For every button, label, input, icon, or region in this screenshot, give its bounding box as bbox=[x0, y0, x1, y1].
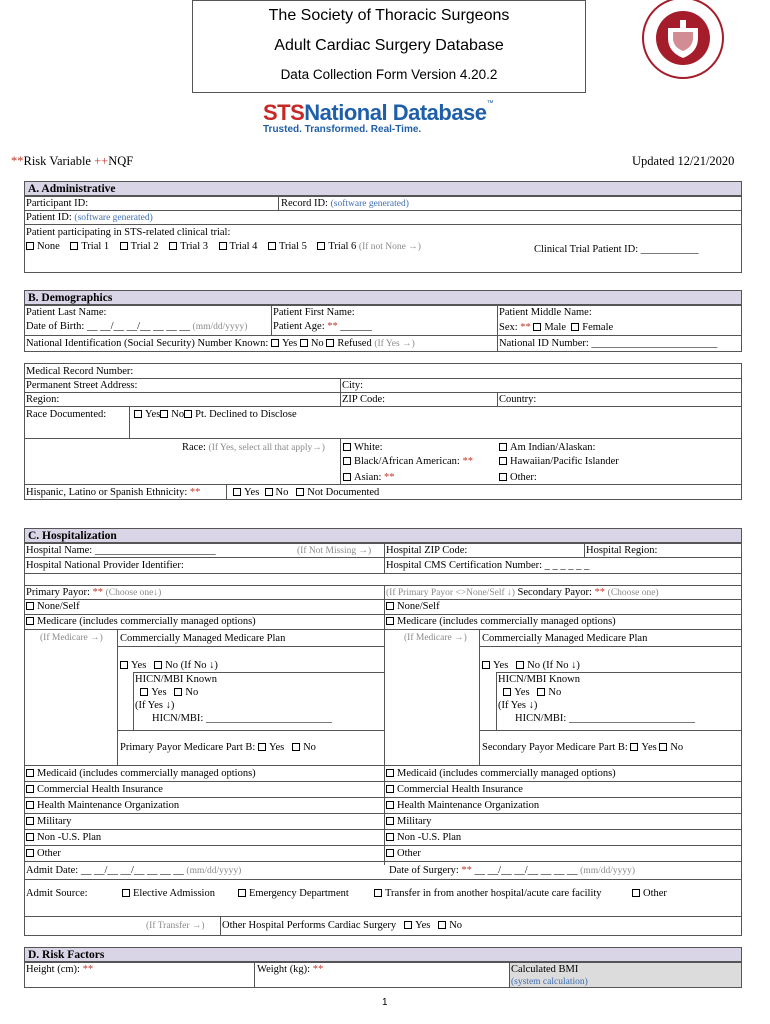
participant-id-label: Participant ID: bbox=[26, 198, 89, 209]
dob-field[interactable]: Date of Birth: __ __/__ __/__ __ __ __ (mm/dd/yyyy) bbox=[26, 321, 248, 332]
height-label: Height (cm): ** bbox=[26, 964, 94, 975]
primary-hicn-known: HICN/MBI Known bbox=[135, 674, 217, 685]
bmi-label: Calculated BMI bbox=[511, 964, 579, 975]
if-medicare-hint: (If Medicare →) bbox=[40, 633, 103, 643]
age-field[interactable]: Patient Age: ** ______ bbox=[273, 321, 372, 332]
primary-non-us[interactable]: Non -U.S. Plan bbox=[26, 831, 101, 844]
race-label: Race: (If Yes, select all that apply→) bbox=[182, 442, 325, 453]
secondary-hicn-field[interactable]: HICN/MBI: ________________________ bbox=[515, 713, 695, 724]
hospital-zip: Hospital ZIP Code: bbox=[386, 545, 468, 556]
trial-3[interactable]: Trial 3 bbox=[169, 241, 208, 252]
primary-hmo[interactable]: Health Maintenance Organization bbox=[26, 799, 179, 812]
secondary-cmmp: Commercially Managed Medicare Plan bbox=[482, 633, 648, 644]
other-hospital-cardiac: Other Hospital Performs Cardiac Surgery Yes No bbox=[222, 920, 463, 931]
secondary-part-b: Secondary Payor Medicare Part B: Yes No bbox=[482, 742, 684, 753]
mrn-label: Medical Record Number: bbox=[26, 366, 134, 377]
primary-payor-label: Primary Payor: ** (Choose one↓) bbox=[26, 587, 162, 598]
primary-part-b: Primary Payor Medicare Part B: Yes No bbox=[120, 742, 316, 753]
primary-hicn-options: Yes No bbox=[135, 686, 198, 699]
weight-label: Weight (kg): ** bbox=[257, 964, 324, 975]
secondary-hmo[interactable]: Health Maintenance Organization bbox=[386, 799, 539, 812]
form-version: Data Collection Form Version 4.20.2 bbox=[280, 67, 498, 82]
secondary-military[interactable]: Military bbox=[386, 815, 431, 828]
nid-number[interactable]: National ID Number: ________________________ bbox=[499, 338, 718, 349]
primary-cmmp: Commercially Managed Medicare Plan bbox=[120, 633, 286, 644]
admit-source-label: Admit Source: bbox=[26, 888, 88, 899]
race-asian[interactable]: Asian: ** bbox=[343, 471, 395, 484]
primary-commercial[interactable]: Commercial Health Insurance bbox=[26, 783, 163, 796]
nid-known: National Identification (Social Security) Number Known: Yes No Refused (If Yes →) bbox=[26, 338, 415, 349]
section-a-header: A. Administrative bbox=[24, 181, 742, 196]
section-d-header: D. Risk Factors bbox=[24, 947, 742, 962]
zip-label: ZIP Code: bbox=[342, 394, 386, 405]
country-label: Country: bbox=[499, 394, 537, 405]
secondary-if-yes: (If Yes ↓) bbox=[498, 700, 538, 711]
race-documented-options: Yes No Pt. Declined to Disclose bbox=[134, 408, 297, 421]
surgery-date-field[interactable]: Date of Surgery: ** __ __/__ __/__ __ __ __ (mm/dd/yyyy) bbox=[389, 865, 636, 876]
record-id-label: Record ID: (software generated) bbox=[281, 198, 409, 209]
trial-options: None Trial 1 Trial 2 Trial 3 Trial 4 Trial 5 Trial 6 (If not None →) bbox=[26, 240, 421, 254]
admit-source-emergency[interactable]: Emergency Department bbox=[238, 887, 349, 900]
region-label: Region: bbox=[26, 394, 60, 405]
primary-medicaid[interactable]: Medicaid (includes commercially managed options) bbox=[26, 767, 256, 780]
trial-2[interactable]: Trial 2 bbox=[120, 241, 159, 252]
page-number: 1 bbox=[382, 997, 388, 1008]
secondary-none-self[interactable]: None/Self bbox=[386, 600, 440, 613]
trial-1[interactable]: Trial 1 bbox=[70, 241, 109, 252]
sts-national-database-logo: STSNational Database™ Trusted. Transformed. Real-Time. bbox=[263, 100, 513, 140]
secondary-hicn-known: HICN/MBI Known bbox=[498, 674, 580, 685]
trial-5[interactable]: Trial 5 bbox=[268, 241, 307, 252]
street-label: Permanent Street Address: bbox=[26, 380, 138, 391]
secondary-hicn-options: Yes No bbox=[498, 686, 561, 699]
race-black[interactable]: Black/African American: ** bbox=[343, 455, 473, 468]
secondary-other[interactable]: Other bbox=[386, 847, 421, 860]
admit-source-transfer[interactable]: Transfer in from another hospital/acute care facility bbox=[374, 887, 602, 900]
secondary-medicare[interactable]: Medicare (includes commercially managed options) bbox=[386, 615, 616, 628]
middle-name-label: Patient Middle Name: bbox=[499, 307, 592, 318]
primary-cmmp-options: Yes No (If No ↓) bbox=[120, 659, 218, 672]
if-medicare-hint-2: (If Medicare →) bbox=[404, 633, 467, 643]
hospital-cms[interactable]: Hospital CMS Certification Number: _ _ _ _ _ _ bbox=[386, 560, 590, 571]
patient-id-label: Patient ID: (software generated) bbox=[26, 212, 153, 223]
hospital-npi: Hospital National Provider Identifier: bbox=[26, 560, 184, 571]
race-documented-label: Race Documented: bbox=[26, 409, 107, 420]
admit-source-elective[interactable]: Elective Admission bbox=[122, 887, 215, 900]
admit-source-other[interactable]: Other bbox=[632, 887, 667, 900]
form-title: The Society of Thoracic Surgeons bbox=[268, 7, 510, 24]
race-hawaiian[interactable]: Hawaiian/Pacific Islander bbox=[499, 455, 619, 468]
legend: **Risk Variable ++NQF bbox=[11, 154, 134, 168]
updated-date: Updated 12/21/2020 bbox=[632, 154, 735, 168]
bmi-system-calc: (system calculation) bbox=[511, 977, 588, 987]
primary-military[interactable]: Military bbox=[26, 815, 71, 828]
race-amind[interactable]: Am Indian/Alaskan: bbox=[499, 441, 595, 454]
hospital-name[interactable]: Hospital Name: _______________________ bbox=[26, 545, 216, 556]
section-b-header: B. Demographics bbox=[24, 290, 742, 305]
clinical-trial-patient-id[interactable]: Clinical Trial Patient ID: ___________ bbox=[534, 244, 699, 255]
first-name-label: Patient First Name: bbox=[273, 307, 355, 318]
hospital-region: Hospital Region: bbox=[586, 545, 658, 556]
section-c-header: C. Hospitalization bbox=[24, 528, 742, 543]
secondary-non-us[interactable]: Non -U.S. Plan bbox=[386, 831, 461, 844]
primary-hicn-field[interactable]: HICN/MBI: ________________________ bbox=[152, 713, 332, 724]
secondary-commercial[interactable]: Commercial Health Insurance bbox=[386, 783, 523, 796]
if-not-missing-hint: (If Not Missing →) bbox=[297, 546, 372, 556]
hispanic-label: Hispanic, Latino or Spanish Ethnicity: ** bbox=[26, 487, 201, 498]
primary-other[interactable]: Other bbox=[26, 847, 61, 860]
primary-none-self[interactable]: None/Self bbox=[26, 600, 80, 613]
secondary-cmmp-options: Yes No (If No ↓) bbox=[482, 659, 580, 672]
sex-female-checkbox[interactable]: Female bbox=[571, 322, 613, 333]
form-subtitle: Adult Cardiac Surgery Database bbox=[274, 37, 504, 54]
last-name-label: Patient Last Name: bbox=[26, 307, 107, 318]
trial-none[interactable]: None bbox=[26, 241, 60, 252]
trial-question: Patient participating in STS-related clinical trial: bbox=[26, 227, 231, 238]
secondary-payor-label: (If Primary Payor <>None/Self ↓) Secondary Payor: ** (Choose one) bbox=[386, 587, 659, 598]
race-other[interactable]: Other: bbox=[499, 471, 537, 484]
sts-seal-logo bbox=[628, 0, 738, 86]
trial-6[interactable]: Trial 6 bbox=[317, 241, 356, 252]
admit-date-field[interactable]: Admit Date: __ __/__ __/__ __ __ __ (mm/dd/yyyy) bbox=[26, 865, 242, 876]
sex-field: Sex: ** Male Female bbox=[499, 322, 614, 333]
race-white[interactable]: White: bbox=[343, 441, 383, 454]
sex-male-checkbox[interactable]: Male bbox=[533, 322, 566, 333]
secondary-medicaid[interactable]: Medicaid (includes commercially managed options) bbox=[386, 767, 616, 780]
if-transfer-hint: (If Transfer →) bbox=[146, 921, 205, 931]
primary-medicare[interactable]: Medicare (includes commercially managed options) bbox=[26, 615, 256, 628]
primary-if-yes: (If Yes ↓) bbox=[135, 700, 175, 711]
trial-4[interactable]: Trial 4 bbox=[219, 241, 258, 252]
hispanic-options: Yes No Not Documented bbox=[233, 486, 379, 499]
city-label: City: bbox=[342, 380, 364, 391]
tagline: Trusted. Transformed. Real-Time. bbox=[263, 124, 422, 135]
